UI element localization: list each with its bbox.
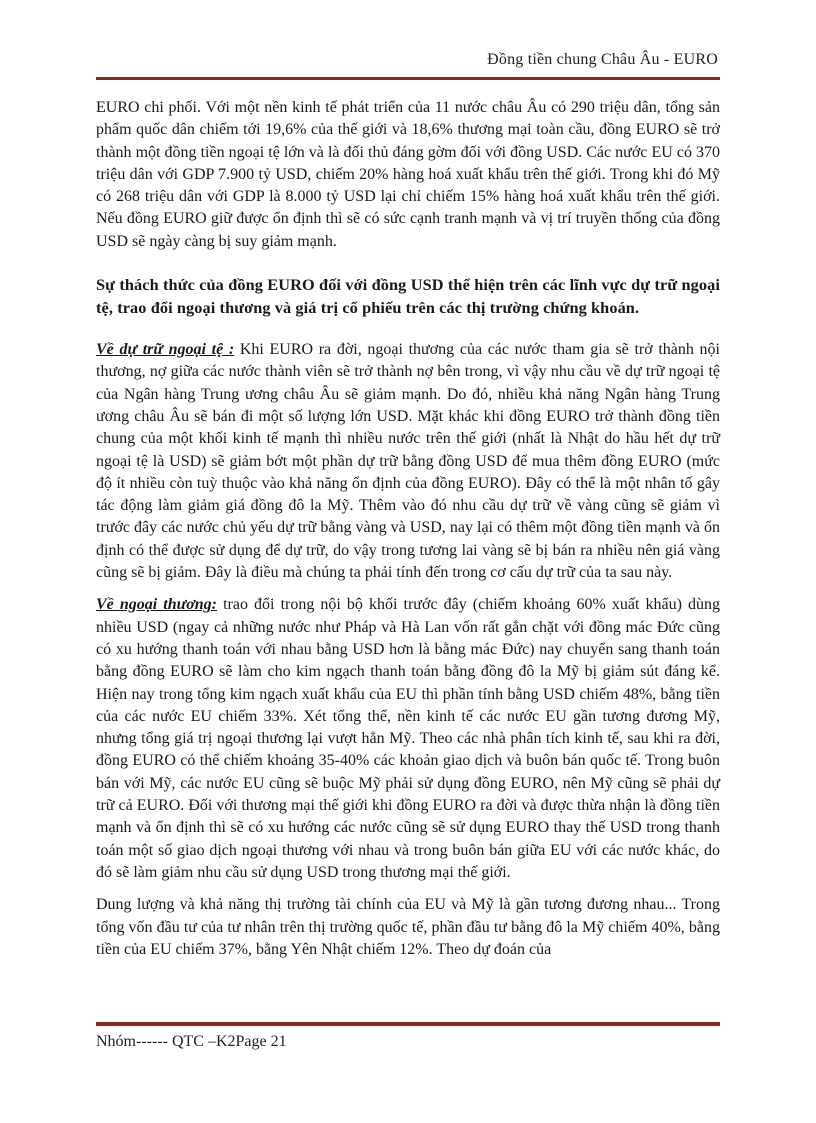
- page-body: [96, 97, 720, 961]
- paragraph-foreign-reserves: [96, 339, 720, 584]
- section-heading: Sự thách thức của đồng EURO đối với đồng USD thể hiện trên các lĩnh vực dự trữ ngoại tệ, trao đổi ngoại thương và giá trị cổ phiếu trên các thị trường chứng khoán.: [96, 275, 720, 318]
- footer-divider: [96, 1022, 720, 1026]
- label-foreign-trade: Về ngoại thương:: [96, 596, 218, 614]
- body-paragraph-financial-markets: Dung lượng và khả năng thị trường tài chính của EU và Mỹ là gần tương đương nhau... Trong tổng vốn đầu tư của tư nhân trên thị trường quốc tế, phần đầu tư bằng đô la Mỹ chiếm 40%, bằng tiền của EU chiếm 37%, bằng Yên Nhật chiếm 12%. Theo dự đoán của: [96, 896, 720, 958]
- body-paragraph-intro: EURO chi phối. Với một nền kinh tế phát triển của 11 nước châu Âu có 290 triệu dân, tổng sản phẩm quốc dân chiếm tới 19,6% của thế giới và 18,6% thương mại toàn cầu, đồng EURO sẽ trở thành một đồng tiền ngoại tệ lớn và là đối thủ đáng gờm đối với đồng USD. Các nước EU có 370 triệu dân với GDP 7.900 tỷ USD, chiếm 20% hàng hoá xuất khẩu trên thế giới. Trong khi đó Mỹ có 268 triệu dân với GDP là 8.000 tỷ USD lại chỉ chiếm 15% hàng hoá xuất khẩu trên thế giới. Nếu đồng EURO giữ được ổn định thì sẽ có sức cạnh tranh mạnh và vị trí truyền thống của đồng USD sẽ ngày càng bị suy giảm mạnh.: [96, 99, 720, 250]
- text-foreign-trade: trao đổi trong nội bộ khối trước đây (chiếm khoảng 60% xuất khẩu) dùng nhiều USD (ngay cả những nước như Pháp và Hà Lan vốn rất gắn chặt với đồng mác Đức cũng có xu hướng thanh toán với nhau bằng USD hơn là bằng mác Đức) nay chuyển sang thanh toán bằng đồng EURO sẽ làm cho kim ngạch thanh toán bằng đồng đô la Mỹ bị giảm sút đáng kể. Hiện nay trong tổng kim ngạch xuất khẩu của EU thì phần tính bằng USD chiếm 48%, bằng tiền của các nước EU chiếm 33%. Xét tổng thể, nền kinh tế các nước EU gần tương đương Mỹ, nhưng tổng giá trị ngoại thương lại vượt hẳn Mỹ. Theo các nhà phân tích kinh tế, sau khi ra đời, đồng EURO có thể chiếm khoảng 35-40% các khoản giao dịch và buôn bán quốc tế. Trong buôn bán với Mỹ, các nước EU cũng sẽ buộc Mỹ phải sử dụng đồng EURO, nên Mỹ cũng sẽ phải dự trữ cả EURO. Đối với thương mại thế giới khi đồng EURO ra đời và được thừa nhận là đồng tiền mạnh và ổn định thì sẽ có xu hướng các nước cũng sẽ sử dụng EURO thay thế USD trong thanh toán một số giao dịch ngoại thương với nhau và trong buôn bán giữa EU với các nước khác, do đó sẽ làm giảm nhu cầu sử dụng USD trong thương mại thế giới.: [96, 596, 721, 881]
- footer-page-label: Nhóm------ QTC –K2Page 21: [96, 1033, 287, 1050]
- paragraph-foreign-trade: [96, 594, 720, 884]
- running-header-title: Đồng tiền chung Châu Âu - EURO: [487, 51, 718, 68]
- text-foreign-reserves: Khi EURO ra đời, ngoại thương của các nước tham gia sẽ trở thành nội thương, nợ giữa các nước thành viên sẽ trở thành nợ bên trong, vì vậy nhu cầu về dự trữ ngoại tệ của Ngân hàng Trung ương châu Âu sẽ giảm mạnh. Do đó, nhiều khả năng Ngân hàng Trung ương châu Âu sẽ bán đi một số lượng lớn USD. Mặt khác khi đồng EURO trở thành đồng tiền chung của một khối kinh tế mạnh thì nhiều nước trên thế giới (nhất là Nhật do hầu hết dự trữ ngoại tệ là USD) sẽ giảm bớt một phần dự trữ bằng đồng USD để mua thêm đồng EURO (mức độ ít nhiều còn tuỳ thuộc vào khả năng ổn định của đồng EURO). Đây có thể là một nhân tố gây tác động làm giảm giá đồng đô la Mỹ. Thêm vào đó nhu cầu dự trữ về vàng cũng sẽ giảm vì trước đây các nước chủ yếu dự trữ bằng vàng và USD, nay lại có thêm một đồng tiền mạnh và ổn định có thể được sử dụng để dự trữ, do vậy trong tương lai vàng sẽ bị bán ra nhiều nên giá vàng cũng sẽ bị giảm. Đây là điều mà chúng ta phải tính đến trong cơ cấu dự trữ của ta sau này.: [96, 341, 720, 582]
- header-divider: [96, 77, 720, 80]
- label-foreign-reserves: Về dự trữ ngoại tệ :: [96, 341, 235, 359]
